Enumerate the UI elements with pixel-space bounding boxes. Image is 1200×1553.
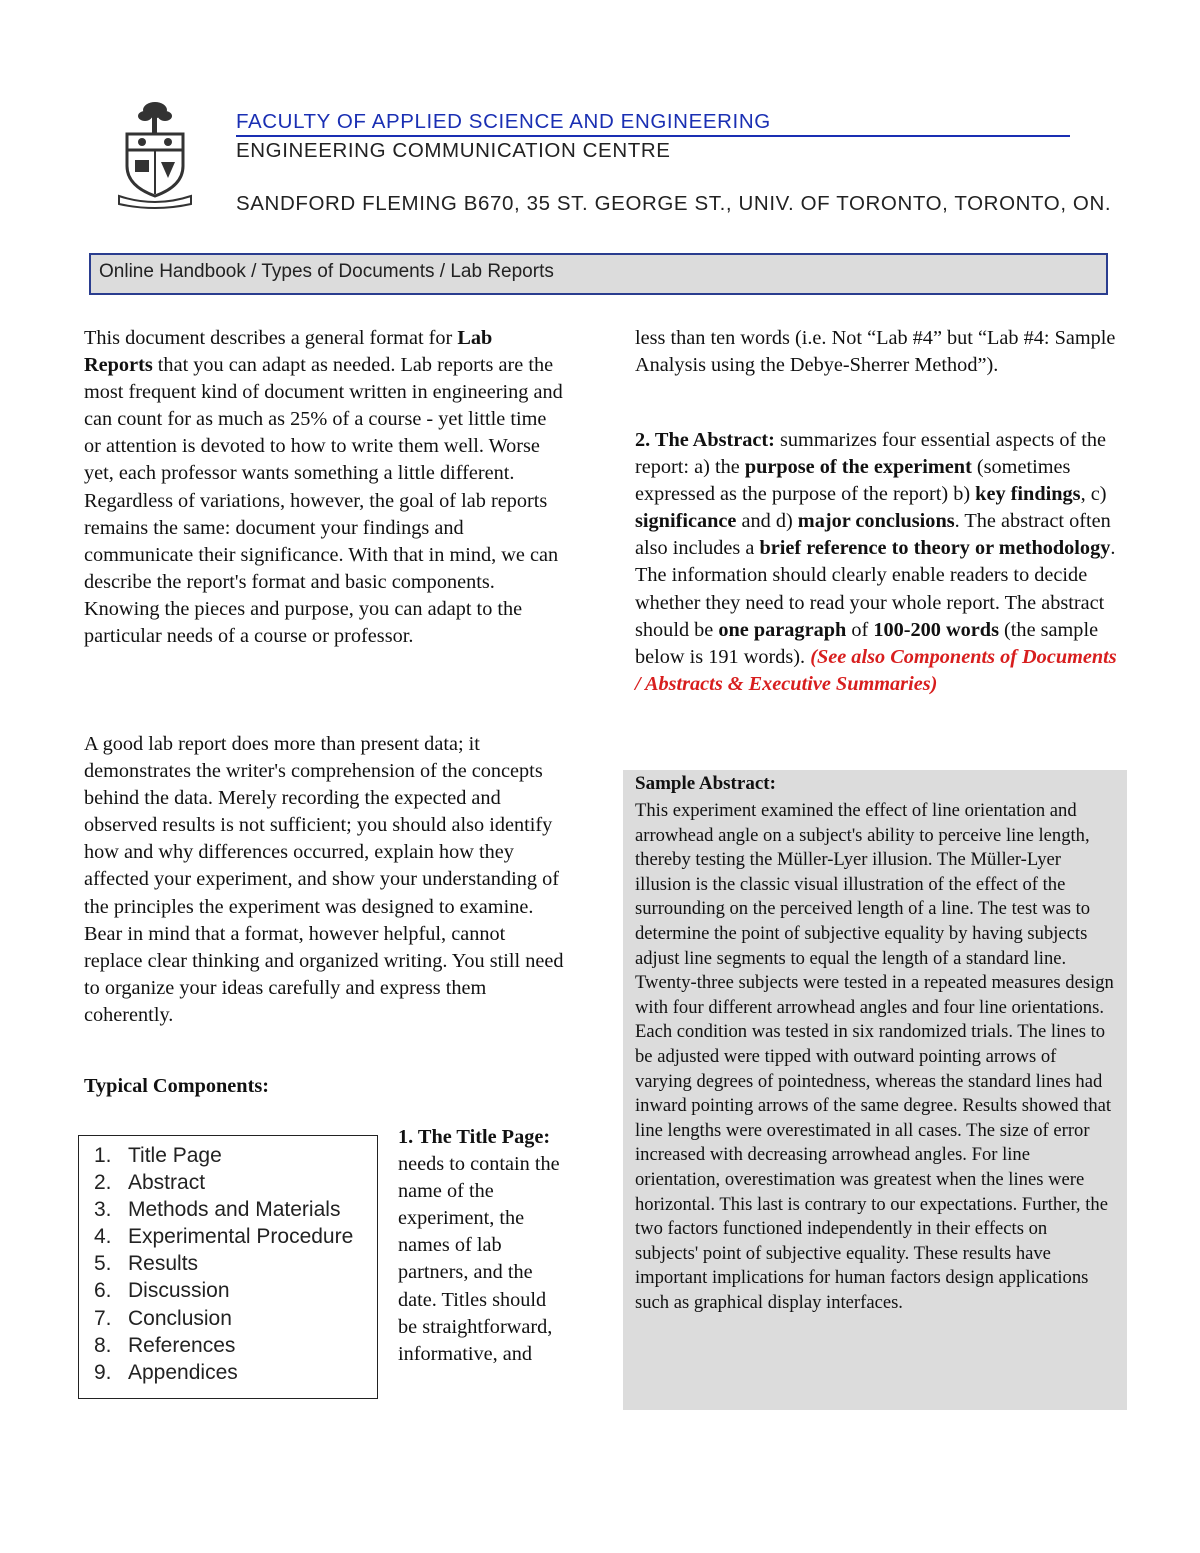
intro-bold-lab-reports: Lab Reports xyxy=(84,327,493,377)
university-crest-icon xyxy=(115,100,195,212)
list-item xyxy=(94,1142,377,1169)
title-page-section xyxy=(398,1124,568,1368)
abstract-text: and d) xyxy=(736,510,798,533)
components-heading: Typical Components: xyxy=(84,1075,269,1097)
list-item-label: Title Page xyxy=(128,1144,222,1167)
abstract-section xyxy=(635,427,1120,698)
list-item-label: Results xyxy=(128,1252,199,1276)
list-item-number: 9. xyxy=(94,1360,112,1384)
abstract-text: (the sample below is 191 words). xyxy=(635,618,1099,668)
list-item xyxy=(94,1169,377,1196)
list-item-number: 2. xyxy=(94,1171,112,1195)
abstract-bold: 100-200 words xyxy=(873,618,999,641)
address: SANDFORD FLEMING B670, 35 ST. GEORGE ST., UNIV. OF TORONTO, TORONTO, ON. xyxy=(236,192,1112,215)
list-item-number: 5. xyxy=(94,1252,112,1276)
list-item-label: Conclusion xyxy=(128,1306,232,1330)
list-item xyxy=(94,1305,377,1332)
list-item xyxy=(94,1332,377,1359)
components-list xyxy=(79,1136,377,1386)
list-item-label: Methods and Materials xyxy=(128,1198,341,1222)
abstract-bold: purpose of the experiment xyxy=(744,456,972,479)
title-page-heading: 1. The Title Page: xyxy=(398,1126,551,1148)
list-item xyxy=(94,1223,377,1250)
sample-abstract-heading: Sample Abstract: xyxy=(635,773,776,794)
abstract-bold: brief reference to theory or methodology xyxy=(759,537,1111,560)
list-item-label: References xyxy=(128,1333,236,1357)
intro-text-b: that you can adapt as needed. Lab reports are the most frequent kind of document written in engineering and can count for as much as 25% of a course - yet little time or attention is devoted to how to write them well. Worse yet, each professor wants something a little different. Regardless of variations, however, the goal of lab reports remains the same: document your findings and communicate their significance. With that in mind, we can describe the report's format and basic components. Knowing the pieces and purpose, you can adapt to the particular needs of a course or professor. xyxy=(84,354,563,648)
list-item-label: Experimental Procedure xyxy=(128,1225,354,1249)
list-item xyxy=(94,1196,377,1223)
abstract-text: (sometimes expressed as the purpose of the report) b) xyxy=(635,456,1071,506)
see-also-link[interactable]: (See also Components of Documents / Abstracts & Executive Summaries) xyxy=(635,645,1117,695)
abstract-bold: significance xyxy=(635,510,737,533)
list-item-label: Appendices xyxy=(128,1360,238,1384)
list-item-label: Abstract xyxy=(128,1171,206,1195)
abstract-heading: 2. The Abstract: xyxy=(635,429,775,451)
sample-abstract-text: This experiment examined the effect of line orientation and arrowhead angle on a subject's ability to perceive line length, thereby testing the Müller-Lyer illusion. The Müller-Lyer illusion is the classic visual illustration of the effect of the surrounding on the perceived length of a line. The test was to determine the point of subjective equality by having subjects adjust line segments to equal the length of a standard line. Twenty-three subjects were tested in a repeated measures design with four different arrowhead angles and four line orientations. Each condition was tested in six randomized trials. The lines to be adjusted were tipped with outward pointing arrows of varying degrees of pointedness, whereas the standard lines had inward pointing arrows of the same degree. Results showed that line lengths were overestimated in all cases. The size of error increased with decreasing arrowhead angles. For line orientation, overestimation was greatest when the lines were horizontal. This last is contrary to our expectations. Further, the two factors functioned independently in their effects on subjects' point of subjective equality. These results have important implications for human factors design applications such as graphical display interfaces. xyxy=(635,800,1114,1313)
intro-paragraph xyxy=(84,325,564,650)
breadcrumb: Online Handbook / Types of Documents / Lab Reports xyxy=(89,253,1108,295)
title-page-continued: less than ten words (i.e. Not “Lab #4” but “Lab #4: Sample Analysis using the Debye-Sherrer Method”). xyxy=(635,327,1116,377)
list-item-number: 7. xyxy=(94,1306,112,1330)
list-item xyxy=(94,1277,377,1304)
abstract-bold: key findings xyxy=(975,483,1081,506)
abstract-text: . The abstract often also includes a xyxy=(635,510,1111,560)
faculty-title: FACULTY OF APPLIED SCIENCE AND ENGINEERING xyxy=(236,110,1070,137)
components-list-box xyxy=(78,1135,378,1399)
list-item-number: 4. xyxy=(94,1225,112,1249)
list-item xyxy=(94,1359,377,1386)
abstract-text: , c) xyxy=(1080,483,1107,506)
list-item-number: 3. xyxy=(94,1198,112,1222)
abstract-bold: major conclusions xyxy=(797,510,955,533)
list-item-number: 6. xyxy=(94,1279,112,1303)
list-item-number: 1. xyxy=(94,1144,112,1167)
abstract-text: summarizes four essential aspects of the report: a) the xyxy=(635,429,1107,479)
title-page-text: needs to contain the name of the experiment, the names of lab partners, and the date. Titles should be straightforward, informative, and xyxy=(398,1153,560,1365)
list-item-number: 8. xyxy=(94,1333,112,1357)
centre-title: ENGINEERING COMMUNICATION CENTRE xyxy=(236,139,671,162)
list-item-label: Discussion xyxy=(128,1279,230,1303)
intro-paragraph-2: A good lab report does more than present data; it demonstrates the writer's comprehension of the concepts behind the data. Merely recording the expected and observed results is not sufficient; you should also identify how and why differences occurred, explain how they affected your experiment, and show your understanding of the principles the experiment was designed to examine. Bear in mind that a format, however helpful, cannot replace clear thinking and organized writing. You still need to organize your ideas carefully and express them coherently. xyxy=(84,733,564,1026)
intro-text-a: This document describes a general format for xyxy=(84,327,458,349)
list-item xyxy=(94,1250,377,1277)
abstract-text: of xyxy=(846,618,874,641)
abstract-text: . The information should clearly enable readers to decide whether they need to read your whole report. The abstract should be xyxy=(635,537,1116,641)
abstract-bold: one paragraph xyxy=(718,618,847,641)
